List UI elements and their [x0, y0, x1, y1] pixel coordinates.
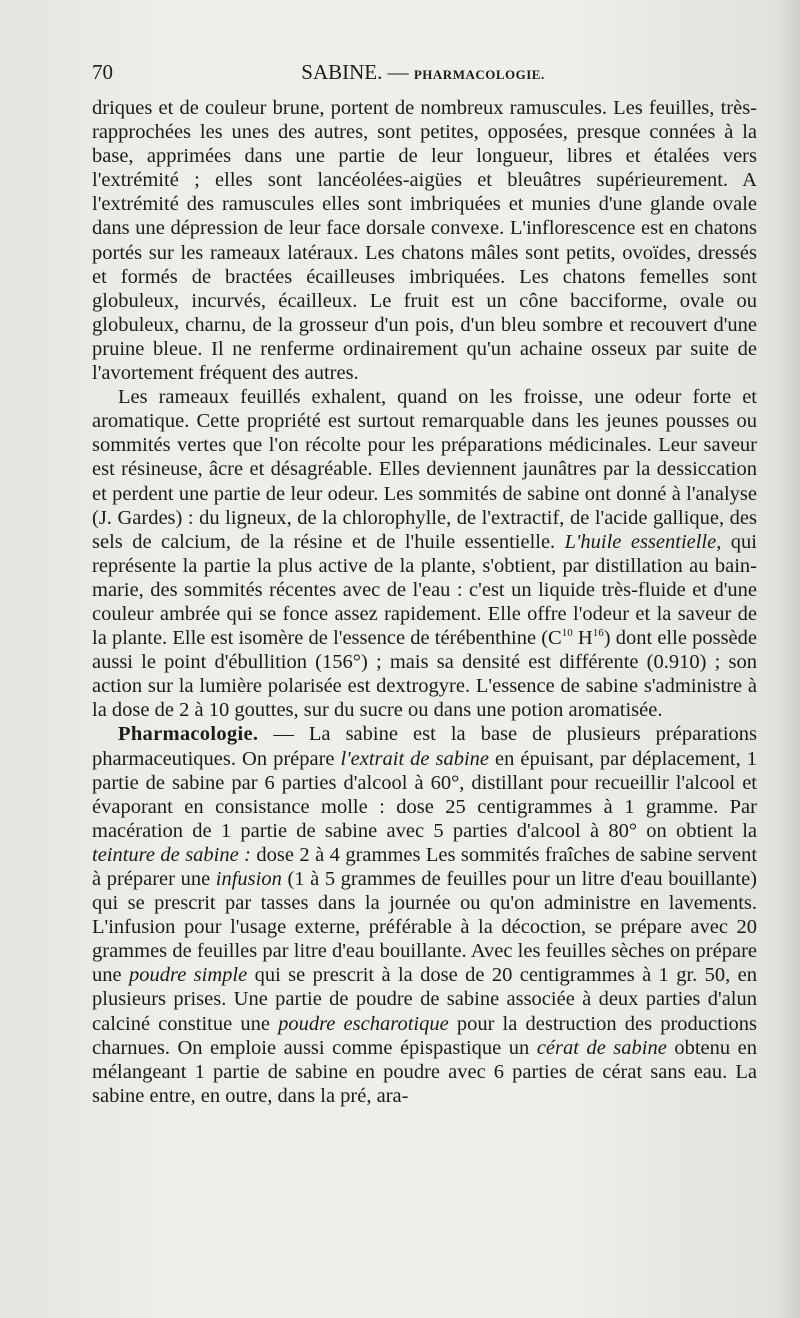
running-title-separator: —	[382, 60, 414, 84]
running-title-main: SABINE.	[301, 60, 383, 84]
pharmacology-text-7: obtenu en mélangeant 1 partie de sabine en poudre avec 6 parties de cérat sans eau. La sabine entre, en outre, dans la pré, ara-	[92, 1036, 757, 1107]
running-title-section: PHARMACOLOGIE.	[413, 67, 545, 82]
pharmacology-text-2: en épuisant, par déplacement, 1 partie de sabine par 6 parties d'alcool à 60°, distillant pour recueillir l'alcool et évaporant en consistance molle : dose 25 centigrammes à 1 gramme. Par macération de 1 partie de sabine avec 5 parties d'alcool à 80° on obtient la	[92, 747, 757, 842]
pharmacology-italic-cerat: cérat de sabine	[536, 1036, 667, 1059]
page-number: 70	[92, 60, 113, 84]
paragraph-botanical-description: driques et de couleur brune, portent de nombreux ramuscules. Les feuilles, très-rapprochées les unes des autres, sont petites, opposées, presque connées à la base, apprimées dans une partie de leur longueur, libres et étalées vers l'extrémité ; elles sont lancéolées-aigües et bleuâtres supérieurement. A l'extrémité des ramuscules elles sont imbriquées et munies d'une glande ovale dans une dépression de leur face dorsale convexe. L'inflorescence est en chatons portés sur les rameaux latéraux. Les chatons mâles sont petits, ovoïdes, dressés et formés de bractées écailleuses imbriquées. Les chatons femelles sont globuleux, incurvés, écailleux. Le fruit est un cône bacciforme, ovale ou globuleux, charnu, de la grosseur d'un pois, d'un bleu sombre et recouvert d'une pruine bleue. Il ne renferme ordinairement qu'un achaine osseux par suite de l'avortement fréquent des autres.	[92, 97, 757, 385]
properties-italic-huile: L'huile essentielle,	[564, 530, 722, 553]
pharmacology-italic-infusion: infusion	[215, 868, 282, 890]
pharmacology-text-4: (1 à 5 grammes de feuilles pour un litre d'eau bouillante) qui se prescrit par tasses dans la journée ou qu'on administre en lavements. L'infusion pour l'usage externe, préférable à la décoction, se prépare avec 20 grammes de feuilles par litre d'eau bouillante. Avec les feuilles sèches on prépare une	[92, 868, 757, 987]
pharmacology-italic-extrait: l'extrait de sabine	[340, 747, 490, 770]
properties-text-1: Les rameaux feuillés exhalent, quand on les froisse, une odeur forte et aromatique. Cette propriété est surtout remarquable dans les jeunes pousses ou sommités vertes que l'on récolte pour les préparations médicinales. Leur saveur est résineuse, âcre et désagréable. Elles deviennent jaunâtres par la dessiccation et perdent une partie de leur odeur. Les sommités de sabine ont donné à l'analyse (J. Gardes) : du ligneux, de la chlorophylle, de l'extractif, de l'acide gallique, des sels de calcium, de la résine et de l'huile essentielle.	[92, 386, 757, 553]
formula-superscript-carbon: 10	[561, 627, 573, 640]
properties-text-3: ) dont elle possède aussi le point d'ébullition (156°) ; mais sa densité est différente (0.910) ; son action sur la lumière polarisée est dextrogyre. L'essence de sabine s'administre à la dose de 2 à 10 gouttes, sur du sucre ou dans une potion aromatisée.	[92, 627, 757, 722]
running-header	[92, 60, 754, 90]
pharmacology-italic-poudre-simple: poudre simple	[128, 964, 248, 987]
formula-superscript-hydrogen: 16	[592, 627, 604, 640]
pharmacology-italic-poudre-escharotique: poudre escharotique	[278, 1012, 449, 1035]
paragraph-properties	[92, 385, 757, 722]
pharmacology-text-1: — La sabine est la base de plusieurs préparations pharmaceutiques. On prépare	[92, 723, 757, 770]
pharmacology-text-6: pour la destruction des productions charnues. On emploie aussi comme épispastique un	[92, 1012, 757, 1059]
pharmacology-text-3: dose 2 à 4 grammes Les sommités fraîches de sabine servent à préparer une	[92, 843, 758, 890]
paragraph-pharmacology	[92, 722, 757, 1108]
running-title	[92, 60, 754, 85]
body-text	[92, 96, 757, 1108]
properties-text-2: qui représente la partie la plus active de la plante, s'obtient, par distillation au bain-marie, des sommités récentes avec de l'eau : c'est un liquide très-fluide et d'une couleur ambrée qui se fonce assez rapidement. Elle offre l'odeur et la saveur de la plante. Elle est isomère de l'essence de térébenthine (C	[92, 530, 757, 650]
pharmacology-text-5: qui se prescrit à la dose de 20 centigrammes à 1 gr. 50, en plusieurs prises. Une partie de poudre de sabine associée à deux parties d'alun calciné constitue une	[92, 964, 758, 1035]
formula-hydrogen: H	[572, 627, 593, 650]
section-heading-pharmacologie: Pharmacologie.	[118, 723, 259, 746]
pharmacology-italic-teinture: teinture de sabine :	[92, 843, 251, 866]
